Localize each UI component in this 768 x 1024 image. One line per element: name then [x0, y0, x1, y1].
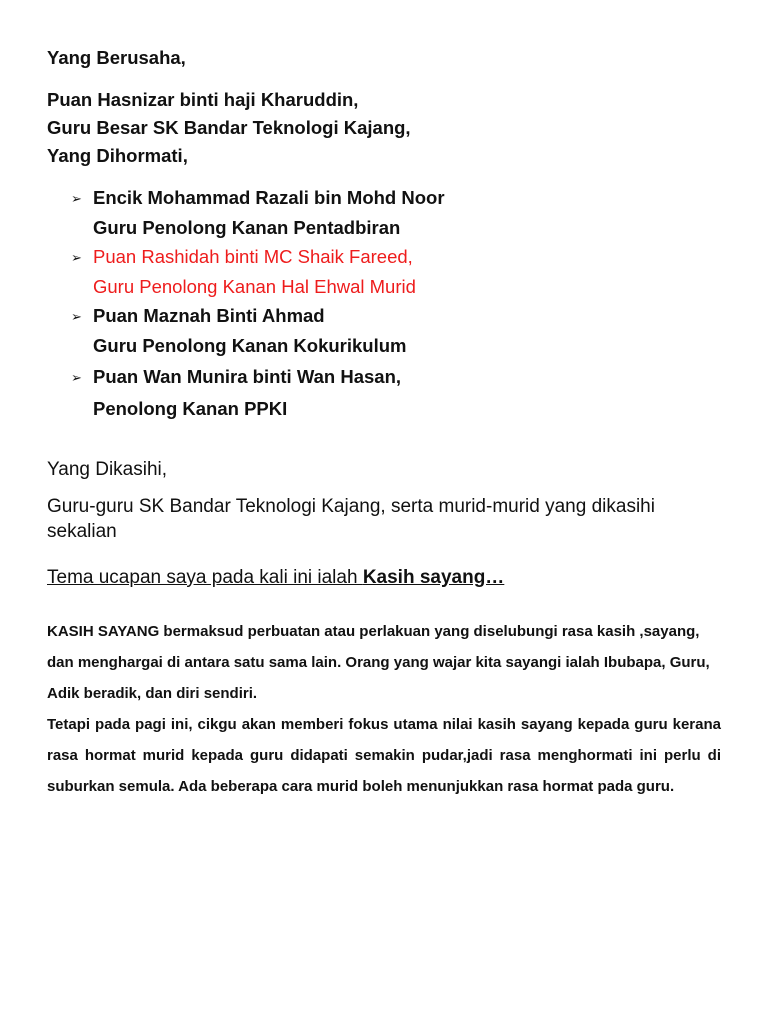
arrow-bullet-icon: ➢ — [71, 191, 82, 206]
principal-title: Guru Besar SK Bandar Teknologi Kajang, — [47, 117, 411, 138]
staff-list — [47, 183, 721, 423]
staff-name: Puan Wan Munira binti Wan Hasan, — [93, 366, 402, 387]
principal-block — [47, 86, 721, 170]
staff-name: Encik Mohammad Razali bin Mohd Noor — [93, 187, 445, 208]
principal-honorific: Yang Dihormati, — [47, 145, 188, 166]
arrow-bullet-icon: ➢ — [71, 250, 82, 265]
theme-prefix: Tema ucapan saya pada kali ini ialah — [47, 567, 363, 588]
staff-name: Puan Rashidah binti MC Shaik Fareed, — [93, 246, 413, 267]
staff-role: Guru Penolong Kanan Pentadbiran — [93, 216, 401, 238]
staff-item — [47, 242, 721, 301]
staff-role: Penolong Kanan PPKI — [93, 397, 288, 419]
theme-highlight: Kasih sayang… — [362, 567, 505, 588]
document-page — [47, 44, 721, 802]
body-paragraph-definition: KASIH SAYANG bermaksud perbuatan atau perlakuan yang diselubungi rasa kasih ,sayang, dan menghargai di antara satu sama lain. Orang yang wajar kita sayangi ialah Ibubapa, Guru, Adik beradik, dan diri sendiri. — [47, 623, 710, 702]
principal-name: Puan Hasnizar binti haji Kharuddin, — [47, 89, 359, 110]
greeting: Yang Berusaha, — [47, 47, 186, 68]
staff-item — [47, 183, 721, 242]
staff-name: Puan Maznah Binti Ahmad — [93, 305, 325, 326]
staff-item — [47, 362, 721, 423]
arrow-bullet-icon: ➢ — [71, 370, 82, 385]
staff-role: Guru Penolong Kanan Kokurikulum — [93, 334, 407, 356]
speech-theme — [47, 565, 721, 590]
audience-line: Guru-guru SK Bandar Teknologi Kajang, serta murid-murid yang dikasihi sekalian — [47, 496, 655, 542]
body-paragraph-focus: Tetapi pada pagi ini, cikgu akan memberi fokus utama nilai kasih sayang kepada guru kerana rasa hormat murid kepada guru didapati semakin pudar,jadi rasa menghormati ini perlu di suburkan semula. Ada beberapa cara murid boleh menunjukkan rasa hormat pada guru. — [47, 716, 721, 795]
staff-item — [47, 301, 721, 360]
staff-role: Guru Penolong Kanan Hal Ehwal Murid — [93, 275, 416, 297]
audience-greeting: Yang Dikasihi, — [47, 459, 168, 480]
arrow-bullet-icon: ➢ — [71, 309, 82, 324]
